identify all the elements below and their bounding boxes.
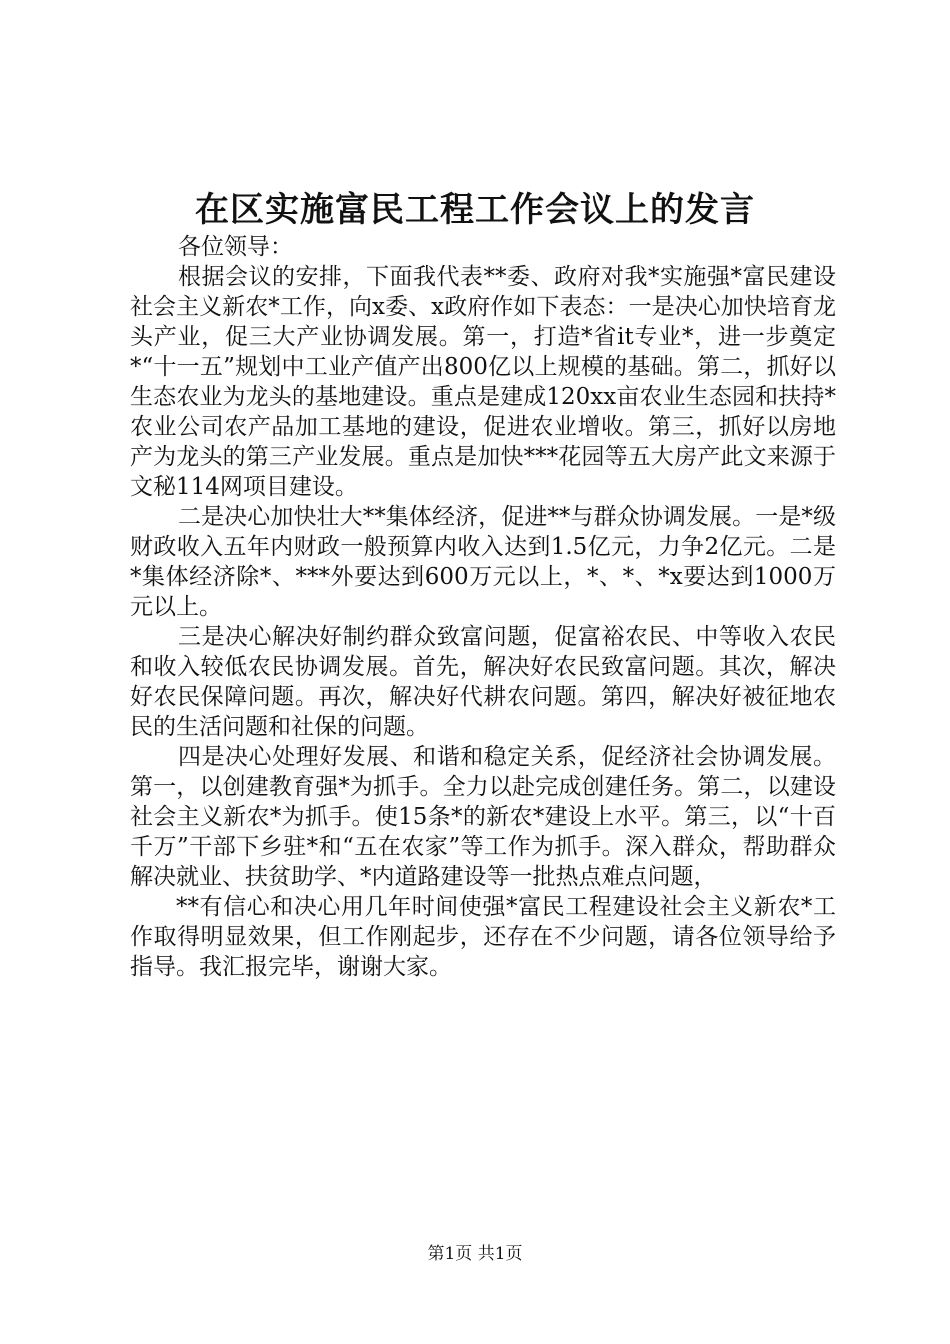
closing-paragraph: **有信心和决心用几年时间使强*富民工程建设社会主义新农*工作取得明显效果，但工作刚起步，还存在不少问题，请各位领导给予指导。我汇报完毕，谢谢大家。 <box>130 894 836 980</box>
paragraph-2: 二是决心加快壮大**集体经济，促进**与群众协调发展。一是*级财政收入五年内财政一般预算内收入达到1.5亿元，力争2亿元。二是*集体经济除*、***外要达到600万元以上，*、*、*x要达到1000万元以上。 <box>130 504 836 620</box>
document-title: 在区实施富民工程工作会议上的发言 <box>195 190 755 230</box>
salutation: 各位领导： <box>178 234 293 260</box>
document-body <box>130 232 836 982</box>
paragraph-1: 根据会议的安排，下面我代表**委、政府对我*实施强*富民建设社会主义新农*工作，向x委、x政府作如下表态：一是决心加快培育龙头产业，促三大产业协调发展。第一，打造*省it专业*，进一步奠定*“十一五”规划中工业产值产出800亿以上规模的基础。第二，抓好以生态农业为龙头的基地建设。重点是建成120xx亩农业生态园和扶持*农业公司农产品加工基地的建设，促进农业增收。第三，抓好以房地产为龙头的第三产业发展。重点是加快***花园等五大房产此文来源于文秘114网项目建设。 <box>130 264 836 500</box>
paragraph-4: 四是决心处理好发展、和谐和稳定关系，促经济社会协调发展。第一，以创建教育强*为抓手。全力以赴完成创建任务。第二，以建设社会主义新农*为抓手。使15条*的新农*建设上水平。第三，以“十百千万”干部下乡驻*和“五在农家”等工作为抓手。深入群众，帮助群众解决就业、扶贫助学、*内道路建设等一批热点难点问题， <box>130 744 836 890</box>
paragraph-3: 三是决心解决好制约群众致富问题，促富裕农民、中等收入农民和收入较低农民协调发展。首先，解决好农民致富问题。其次，解决好农民保障问题。再次，解决好代耕农问题。第四，解决好被征地农民的生活问题和社保的问题。 <box>130 624 836 740</box>
page-footer: 第1页 共1页 <box>427 1244 523 1264</box>
